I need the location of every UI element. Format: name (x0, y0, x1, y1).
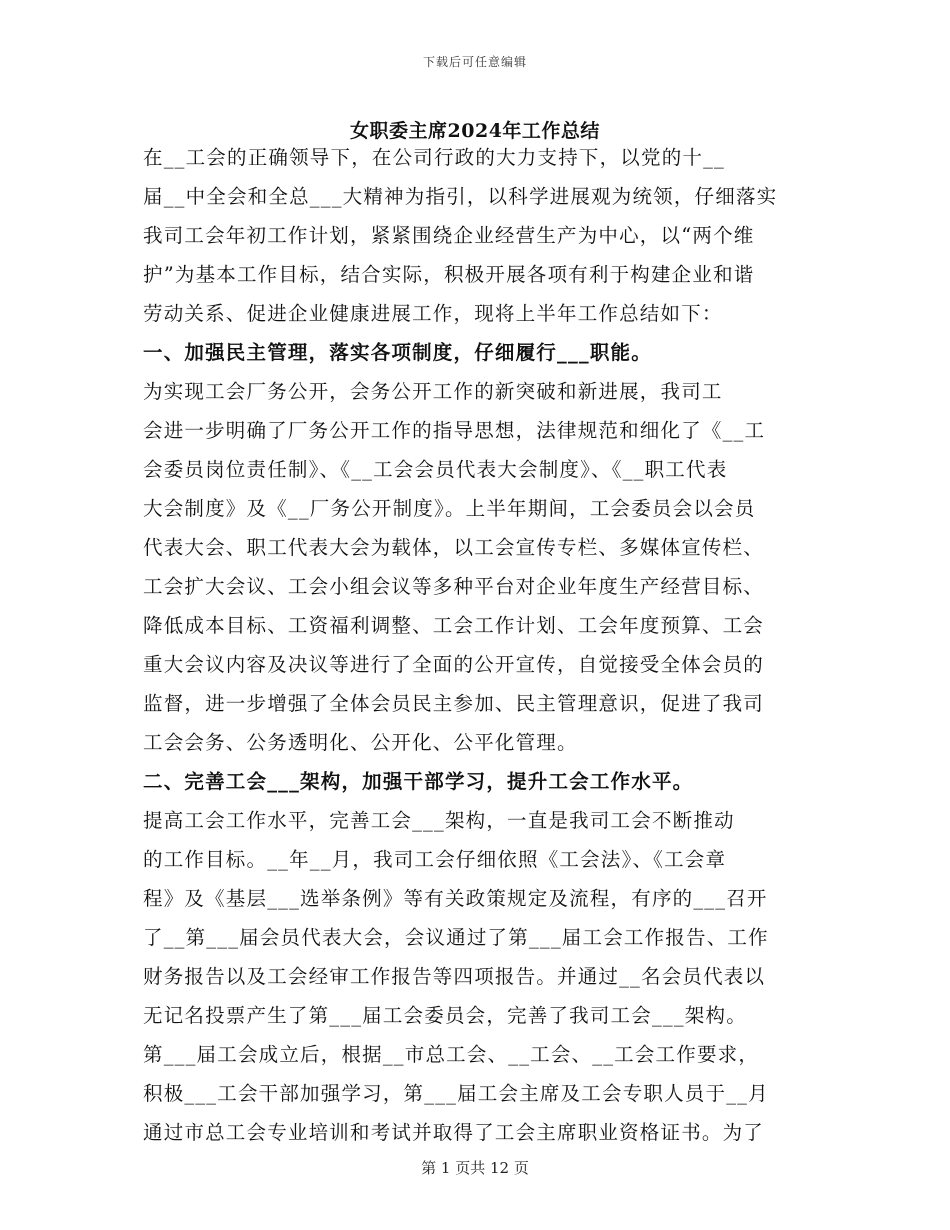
page-footer: 第 1 页共 12 页 (421, 1159, 529, 1177)
paragraph-line: 会委员岗位责任制》、《__工会会员代表大会制度》、《__职工代表 (143, 458, 728, 481)
paragraph-line: 劳动关系、促进企业健康进展工作，现将上半年工作总结如下： (143, 302, 723, 325)
paragraph-line: 我司工会年初工作计划，紧紧围绕企业经营生产为中心，以“两个维 (143, 224, 755, 247)
paragraph-line: 届__中全会和全总___大精神为指引，以科学进展观为统领，仔细落实 (143, 185, 778, 208)
paragraph-line: 程》及《基层___选举条例》等有关政策规定及流程，有序的___召开 (143, 887, 768, 910)
section-heading-2: 二、完善工会___架构，加强干部学习，提升工会工作水平。 (143, 770, 694, 793)
header-note: 下载后可任意编辑 (422, 55, 527, 69)
paragraph-line: 通过市总工会专业培训和考试并取得了工会主席职业资格证书。为了 (143, 1121, 765, 1144)
paragraph-line: 为实现工会厂务公开，会务公开工作的新突破和新进展，我司工 (143, 380, 723, 403)
paragraph-line: 大会制度》及《__厂务公开制度》。上半年期间，工会委员会以会员 (143, 497, 756, 520)
paragraph-line: 积极___工会干部加强学习，第___届工会主席及工会专职人员于__月 (143, 1082, 769, 1105)
paragraph-line: 提高工会工作水平，完善工会___架构，一直是我司工会不断推动 (143, 809, 735, 832)
paragraph-line: 的工作目标。__年__月，我司工会仔细依照《工会法》、《工会章 (143, 848, 727, 871)
paragraph-line: 无记名投票产生了第___届工会委员会，完善了我司工会___架构。 (143, 1004, 747, 1027)
paragraph-line: 会进一步明确了厂务公开工作的指导思想，法律规范和细化了《__工 (143, 419, 766, 442)
paragraph-line: 工会扩大会议、工会小组会议等多种平台对企业年度生产经营目标、 (143, 575, 765, 598)
paragraph-line: 了__第___届会员代表大会，会议通过了第___届工会工作报告、工作 (143, 926, 769, 949)
paragraph-line: 工会会务、公务透明化、公开化、公平化管理。 (143, 731, 578, 754)
section-heading-1: 一、加强民主管理，落实各项制度，仔细履行___职能。 (143, 341, 652, 364)
paragraph-line: 重大会议内容及决议等进行了全面的公开宣传，自觉接受全体会员的 (143, 653, 765, 676)
paragraph-line: 监督，进一步增强了全体会员民主参加、民主管理意识，促进了我司 (143, 692, 765, 715)
paragraph-line: 第___届工会成立后，根据__市总工会、__工会、__工会工作要求， (143, 1043, 760, 1066)
document-title: 女职委主席2024年工作总结 (350, 120, 600, 142)
paragraph-line: 在__工会的正确领导下，在公司行政的大力支持下，以党的十__ (143, 146, 726, 169)
paragraph-line: 代表大会、职工代表大会为载体，以工会宣传专栏、多媒体宣传栏、 (143, 536, 765, 559)
paragraph-line: 财务报告以及工会经审工作报告等四项报告。并通过__名会员代表以 (143, 965, 766, 988)
paragraph-line: 降低成本目标、工资福利调整、工会工作计划、工会年度预算、工会 (143, 614, 765, 637)
paragraph-line: 护”为基本工作目标，结合实际，积极开展各项有利于构建企业和谐 (143, 263, 755, 286)
